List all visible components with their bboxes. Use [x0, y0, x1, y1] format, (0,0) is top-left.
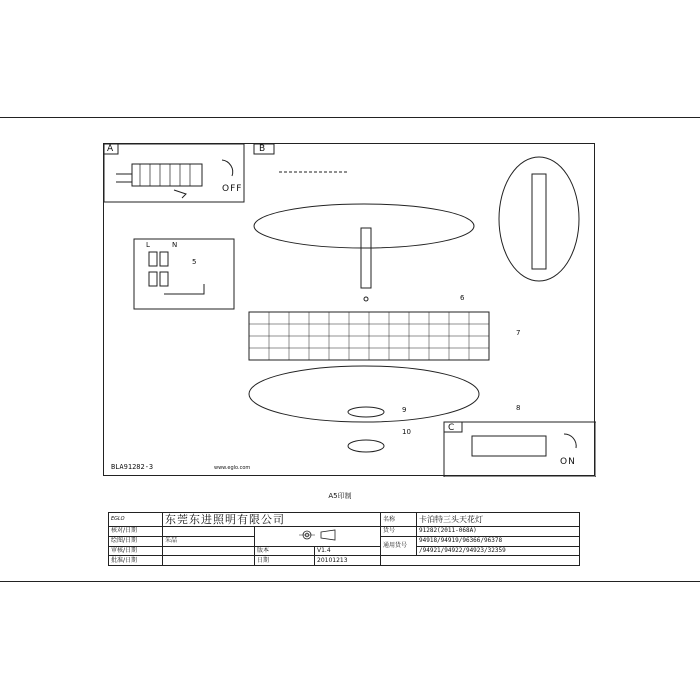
title-block	[108, 512, 580, 566]
panel-b-label: B	[259, 144, 266, 154]
projection-symbol-cell	[255, 527, 381, 546]
step-6-label: 6	[460, 294, 465, 302]
finial	[348, 407, 384, 417]
applicable-models-1: 94918/94919/96366/96378	[417, 536, 580, 546]
date-label: 日期	[255, 556, 315, 566]
panel-c-label: C	[448, 423, 455, 433]
blank-cell	[381, 556, 580, 566]
approve-date-label: 批准/日期	[109, 556, 163, 566]
panel-a-label: A	[107, 144, 114, 154]
terminal-block-c	[472, 436, 546, 456]
step-8-label: 8	[516, 404, 521, 412]
drawn-by-value: 朱喆	[163, 536, 255, 546]
website-text: www.eglo.com	[214, 465, 251, 471]
company-name: 东莞东进照明有限公司	[163, 513, 381, 527]
wire-l-label: L	[146, 241, 150, 249]
approve-date-value	[163, 556, 255, 566]
screwdriver-a	[174, 190, 186, 198]
drawing-ref-code: BLA91282-3	[111, 463, 154, 471]
assembly-drawing-frame	[103, 143, 595, 476]
product-name: 卡泊特三头天花灯	[417, 513, 580, 527]
glass-diffuser	[249, 366, 479, 422]
logo-cell	[109, 513, 163, 527]
off-label: OFF	[222, 184, 243, 194]
wire-n-label: N	[172, 241, 178, 249]
review-date-label: 审核/日期	[109, 546, 163, 556]
rotate-arrow-on	[564, 434, 576, 448]
item-number: 91282(2011-068A)	[417, 527, 580, 537]
assembly-drawing	[104, 144, 596, 477]
rotate-arrow-off	[222, 160, 233, 176]
mounting-plate	[254, 204, 474, 248]
on-label: ON	[560, 457, 576, 467]
drawn-date-label: 绘图/日期	[109, 536, 163, 546]
review-date-value	[163, 546, 255, 556]
detail-zoom-oval	[499, 157, 579, 281]
check-date-label: 核对/日期	[109, 527, 163, 537]
projection-symbol	[293, 529, 343, 541]
item-label: 货号	[381, 527, 417, 537]
step-5-label: 5	[192, 258, 197, 266]
panel-c-frame	[444, 422, 596, 477]
print-size-note: A5印制	[328, 492, 352, 500]
terminal-block-a	[132, 164, 202, 186]
step-7-label: 7	[516, 329, 521, 337]
company-logo: EGLO	[111, 516, 125, 523]
applicable-label: 通用货号	[381, 536, 417, 555]
version-value: V1.4	[315, 546, 381, 556]
wire-route	[164, 284, 204, 294]
step-9-label: 9	[402, 406, 407, 414]
threaded-rod	[361, 228, 371, 288]
check-date-value	[163, 527, 255, 537]
applicable-models-2: /94921/94922/94923/32359	[417, 546, 580, 556]
date-value: 20101213	[315, 556, 381, 566]
finial-cap	[348, 440, 384, 452]
detail-rod	[532, 174, 546, 269]
name-label: 名称	[381, 513, 417, 527]
version-label: 版本	[255, 546, 315, 556]
step-10-label: 10	[402, 428, 411, 436]
